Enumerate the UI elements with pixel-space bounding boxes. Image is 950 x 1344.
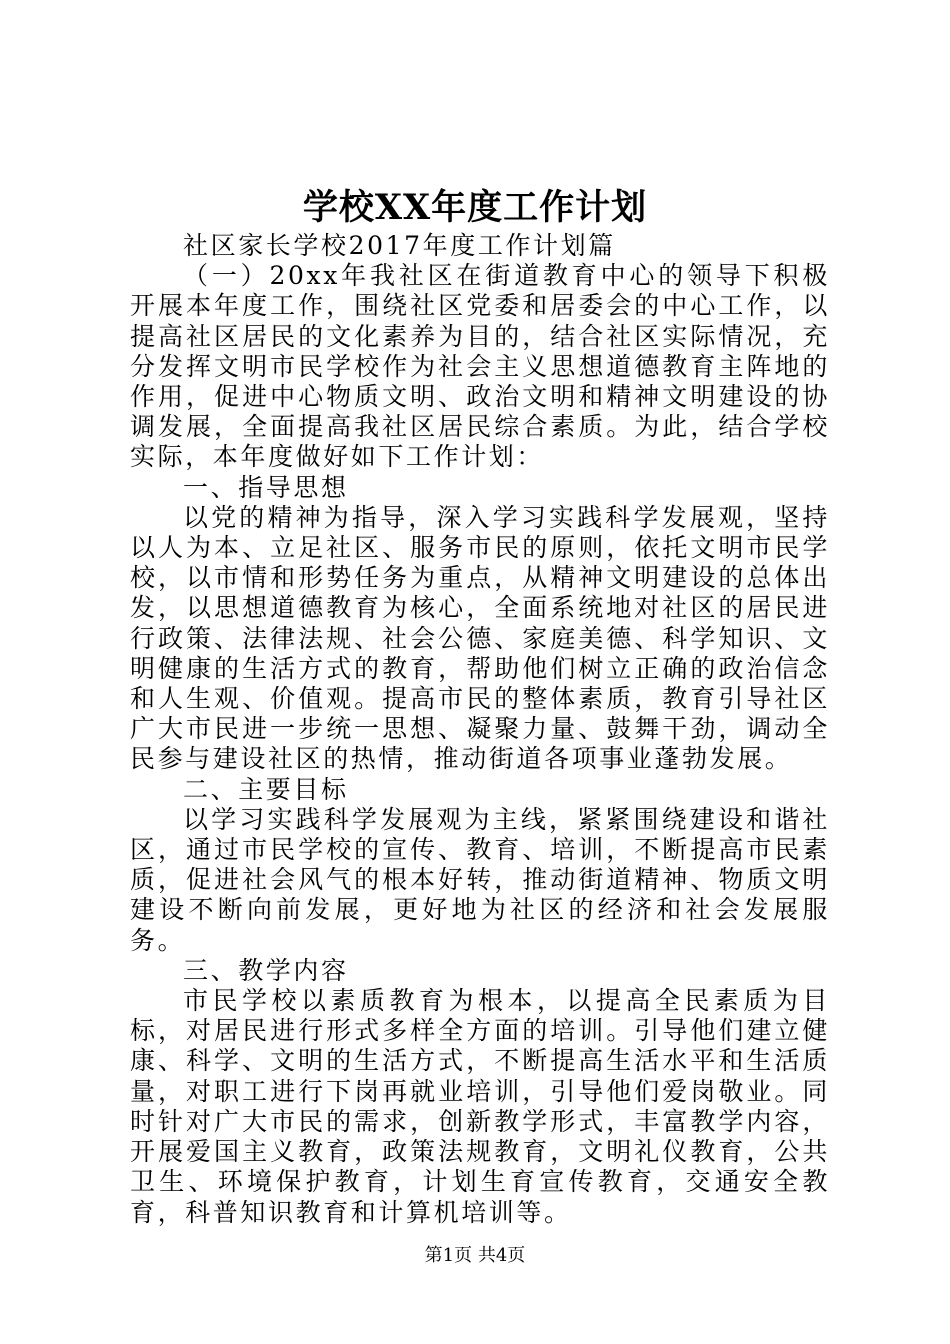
paragraph-teaching-content: 市民学校以素质教育为根本，以提高全民素质为目标，对居民进行形式多样全方面的培训。引导他们建立健康、科学、文明的生活方式，不断提高生活水平和生活质量，对职工进行下岗再就业培训，引导他们爱岗敬业。同时针对广大市民的需求，创新教学形式，丰富教学内容，开展爱国主义教育，政策法规教育，文明礼仪教育，公共卫生、环境保护教育，计划生育宣传教育，交通安全教育，科普知识教育和计算机培训等。	[130, 986, 830, 1227]
section-heading-guiding-ideology: 一、指导思想	[183, 472, 349, 502]
section-heading-teaching-content: 三、教学内容	[183, 955, 349, 985]
document-subtitle: 社区家长学校2017年度工作计划篇	[183, 231, 616, 260]
paragraph-intro: （一）20xx年我社区在街道教育中心的领导下积极开展本年度工作，围绕社区党委和居委会的中心工作，以提高社区居民的文化素养为目的，结合社区实际情况，充分发挥文明市民学校作为社会主义思想道德教育主阵地的作用，促进中心物质文明、政治文明和精神文明建设的协调发展，全面提高我社区居民综合素质。为此，结合学校实际，本年度做好如下工作计划：	[130, 261, 830, 472]
document-body	[130, 231, 830, 1228]
paragraph-main-goals: 以学习实践科学发展观为主线，紧紧围绕建设和谐社区，通过市民学校的宣传、教育、培训，不断提高市民素质，促进社会风气的根本好转，推动街道精神、物质文明建设不断向前发展，更好地为社区的经济和社会发展服务。	[130, 804, 830, 955]
paragraph-guiding-ideology: 以党的精神为指导，深入学习实践科学发展观，坚持以人为本、立足社区、服务市民的原则，依托文明市民学校，以市情和形势任务为重点，从精神文明建设的总体出发，以思想道德教育为核心，全面系统地对社区的居民进行政策、法律法规、社会公德、家庭美德、科学知识、文明健康的生活方式的教育，帮助他们树立正确的政治信念和人生观、价值观。提高市民的整体素质，教育引导社区广大市民进一步统一思想、凝聚力量、鼓舞干劲，调动全民参与建设社区的热情，推动街道各项事业蓬勃发展。	[130, 502, 830, 774]
page-footer: 第1页 共4页	[424, 1245, 526, 1266]
section-heading-main-goals: 二、主要目标	[183, 774, 349, 804]
document-title: 学校XX年度工作计划	[302, 187, 648, 228]
